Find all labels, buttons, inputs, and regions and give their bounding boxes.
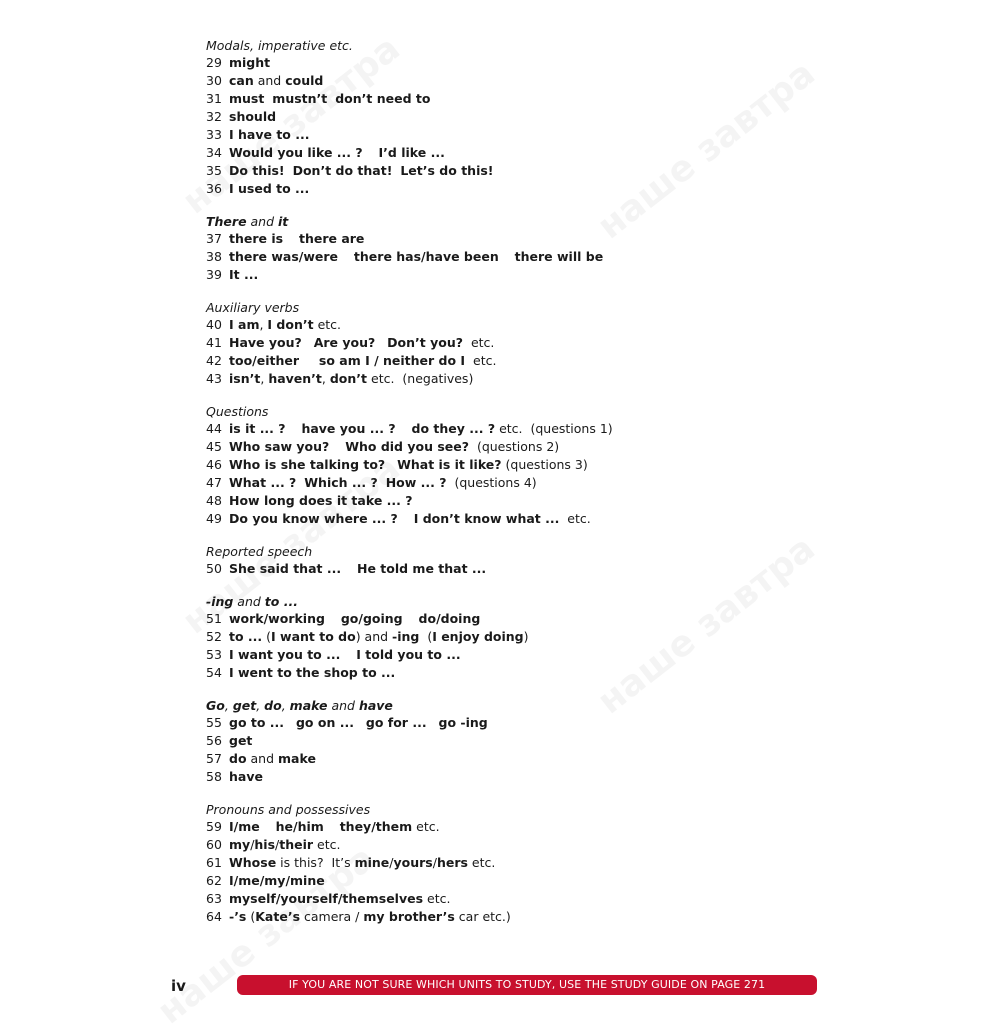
unit-text: , <box>321 371 330 386</box>
unit-keyword: I am <box>229 317 260 332</box>
section-title-part: get <box>232 698 257 713</box>
unit-keyword: there was/were <box>229 249 339 264</box>
unit-keyword: there has/have been <box>353 249 499 264</box>
unit-text: / <box>389 855 394 870</box>
unit-entry <box>206 646 826 664</box>
unit-number: 52 <box>206 629 222 644</box>
unit-text <box>427 715 439 730</box>
unit-text: etc. <box>313 317 342 332</box>
unit-keyword: Don’t you? <box>387 335 463 350</box>
unit-entry <box>206 334 826 352</box>
unit-keyword: can <box>229 73 254 88</box>
unit-entry <box>206 144 826 162</box>
unit-number: 29 <box>206 55 222 70</box>
unit-keyword: It ... <box>229 267 259 282</box>
unit-keyword: -ing <box>392 629 420 644</box>
unit-entry <box>206 768 826 786</box>
unit-entry <box>206 162 826 180</box>
unit-keyword: mustn’t <box>272 91 328 106</box>
unit-text <box>341 561 357 576</box>
unit-text <box>363 145 379 160</box>
unit-number: 62 <box>206 873 222 888</box>
unit-number: 36 <box>206 181 222 196</box>
unit-text: etc. (negatives) <box>367 371 474 386</box>
unit-keyword: have <box>229 769 263 784</box>
unit-keyword: Let’s do this! <box>400 163 494 178</box>
unit-text: ) and <box>355 629 393 644</box>
unit-number: 57 <box>206 751 222 766</box>
unit-entry <box>206 420 826 438</box>
unit-keyword: He told me that ... <box>356 561 487 576</box>
unit-text <box>375 335 387 350</box>
unit-number: 39 <box>206 267 222 282</box>
unit-entry <box>206 90 826 108</box>
unit-text: / <box>250 837 255 852</box>
unit-entry <box>206 750 826 768</box>
unit-text <box>396 421 412 436</box>
unit-text: (questions 3) <box>501 457 588 472</box>
unit-keyword: mine <box>354 855 390 870</box>
unit-entry <box>206 714 826 732</box>
unit-entry <box>206 510 826 528</box>
unit-entry <box>206 230 826 248</box>
unit-text <box>260 819 276 834</box>
section-title-part: There <box>206 214 247 229</box>
unit-text <box>299 353 319 368</box>
unit-keyword: Would you like ... ? <box>229 145 363 160</box>
page-number: iv <box>171 977 186 995</box>
unit-number: 40 <box>206 317 222 332</box>
contents-section <box>206 593 826 682</box>
unit-entry <box>206 854 826 872</box>
section-title-part: , <box>256 698 265 713</box>
unit-entry <box>206 438 826 456</box>
unit-keyword: their <box>279 837 314 852</box>
unit-entry <box>206 732 826 750</box>
unit-keyword: there will be <box>514 249 604 264</box>
unit-text: (questions 2) <box>469 439 560 454</box>
unit-keyword: yours <box>393 855 433 870</box>
unit-entry <box>206 872 826 890</box>
section-title: Pronouns and possessives <box>206 802 371 817</box>
unit-number: 63 <box>206 891 222 906</box>
unit-number: 61 <box>206 855 222 870</box>
unit-keyword: don’t need to <box>335 91 431 106</box>
unit-number: 59 <box>206 819 222 834</box>
unit-keyword: make <box>278 751 316 766</box>
section-title-part: , <box>224 698 233 713</box>
section-title: Auxiliary verbs <box>206 300 300 315</box>
section-title-part: -ing <box>206 594 234 609</box>
unit-entry <box>206 560 826 578</box>
section-title: Reported speech <box>206 544 313 559</box>
section-title <box>206 697 826 714</box>
unit-keyword: there are <box>298 231 365 246</box>
unit-number: 45 <box>206 439 222 454</box>
unit-text: etc. <box>412 819 440 834</box>
unit-keyword: Are you? <box>313 335 376 350</box>
unit-keyword: should <box>229 109 277 124</box>
unit-number: 53 <box>206 647 222 662</box>
unit-number: 60 <box>206 837 222 852</box>
unit-entry <box>206 456 826 474</box>
unit-keyword: his <box>254 837 276 852</box>
unit-number: 42 <box>206 353 222 368</box>
unit-keyword: my <box>229 837 251 852</box>
unit-text <box>398 511 414 526</box>
section-title-part: it <box>278 214 289 229</box>
unit-entry <box>206 180 826 198</box>
unit-keyword: go -ing <box>438 715 488 730</box>
unit-text <box>325 611 341 626</box>
unit-keyword: I enjoy doing <box>432 629 524 644</box>
unit-keyword: Do this! <box>229 163 285 178</box>
unit-entry <box>206 266 826 284</box>
page-footer <box>0 970 1000 1000</box>
section-title: Modals, imperative etc. <box>206 38 353 53</box>
unit-number: 32 <box>206 109 222 124</box>
unit-keyword: go for ... <box>365 715 427 730</box>
contents-section <box>206 403 826 528</box>
unit-text: etc. <box>465 353 497 368</box>
unit-text: ) <box>523 629 529 644</box>
unit-keyword: Don’t do that! <box>292 163 393 178</box>
unit-text: etc. <box>463 335 495 350</box>
section-title-part: and <box>327 698 359 713</box>
unit-number: 43 <box>206 371 222 386</box>
unit-text <box>324 819 340 834</box>
unit-keyword: She said that ... <box>229 561 342 576</box>
unit-text <box>284 715 296 730</box>
unit-entry <box>206 54 826 72</box>
unit-text: etc. <box>467 855 496 870</box>
unit-keyword: to ... <box>229 629 263 644</box>
unit-keyword: I want you to ... <box>229 647 341 662</box>
section-title: Questions <box>206 404 269 419</box>
unit-text: ( <box>419 629 433 644</box>
unit-entry <box>206 890 826 908</box>
section-title-part: make <box>289 698 328 713</box>
unit-text: camera / <box>300 909 364 924</box>
unit-entry <box>206 352 826 370</box>
unit-text: , <box>259 317 268 332</box>
unit-keyword: I told you to ... <box>356 647 461 662</box>
unit-number: 64 <box>206 909 222 924</box>
unit-text <box>403 611 419 626</box>
unit-number: 50 <box>206 561 222 576</box>
unit-keyword: too/either <box>229 353 299 368</box>
unit-keyword: he/him <box>275 819 324 834</box>
unit-entry <box>206 248 826 266</box>
unit-text <box>329 439 345 454</box>
unit-number: 54 <box>206 665 222 680</box>
unit-keyword: do they ... ? <box>411 421 496 436</box>
contents-section <box>206 37 826 198</box>
unit-number: 51 <box>206 611 222 626</box>
unit-keyword: go/going <box>340 611 403 626</box>
section-title-part: Go <box>206 698 225 713</box>
unit-text: etc. <box>423 891 451 906</box>
unit-keyword: What is it like? <box>397 457 502 472</box>
unit-number: 37 <box>206 231 222 246</box>
unit-keyword: Who is she talking to? <box>229 457 386 472</box>
unit-keyword: do/doing <box>418 611 481 626</box>
unit-text: ( <box>262 629 272 644</box>
unit-keyword: I have to ... <box>229 127 310 142</box>
unit-keyword: I/me/my/mine <box>229 873 325 888</box>
unit-text: is this? It’s <box>276 855 355 870</box>
unit-keyword: go on ... <box>295 715 354 730</box>
section-title-part: have <box>358 698 393 713</box>
unit-keyword: Have you? <box>229 335 302 350</box>
unit-keyword: Whose <box>229 855 277 870</box>
unit-text: , <box>260 371 269 386</box>
unit-text: etc. (questions 1) <box>495 421 613 436</box>
unit-text: and <box>246 751 279 766</box>
unit-entry <box>206 108 826 126</box>
unit-entry <box>206 628 826 646</box>
unit-keyword: I’d like ... <box>378 145 445 160</box>
unit-keyword: Which ... ? <box>304 475 378 490</box>
contents-section <box>206 213 826 284</box>
unit-number: 47 <box>206 475 222 490</box>
unit-text <box>378 475 386 490</box>
unit-entry <box>206 474 826 492</box>
unit-entry <box>206 72 826 90</box>
contents-section <box>206 543 826 578</box>
contents-section <box>206 697 826 786</box>
unit-keyword: must <box>229 91 265 106</box>
unit-keyword: there is <box>229 231 284 246</box>
unit-keyword: don’t <box>329 371 368 386</box>
unit-text: and <box>253 73 286 88</box>
unit-keyword: go to ... <box>229 715 285 730</box>
unit-entry <box>206 126 826 144</box>
unit-number: 34 <box>206 145 222 160</box>
unit-keyword: could <box>285 73 324 88</box>
unit-keyword: hers <box>436 855 468 870</box>
unit-keyword: isn’t <box>229 371 261 386</box>
unit-keyword: might <box>229 55 271 70</box>
section-title <box>206 213 826 230</box>
unit-keyword: I don’t <box>267 317 314 332</box>
contents-section <box>206 299 826 388</box>
section-title-part: and <box>246 214 279 229</box>
unit-text: / <box>275 837 280 852</box>
unit-number: 58 <box>206 769 222 784</box>
unit-entry <box>206 316 826 334</box>
unit-keyword: so am I / neither do I <box>318 353 466 368</box>
unit-entry <box>206 818 826 836</box>
unit-number: 31 <box>206 91 222 106</box>
unit-number: 56 <box>206 733 222 748</box>
unit-text <box>385 457 397 472</box>
unit-keyword: I/me <box>229 819 260 834</box>
unit-number: 49 <box>206 511 222 526</box>
unit-number: 48 <box>206 493 222 508</box>
unit-number: 35 <box>206 163 222 178</box>
unit-text: etc. <box>313 837 341 852</box>
unit-keyword: -’s <box>229 909 247 924</box>
unit-keyword: Who did you see? <box>345 439 469 454</box>
unit-entry <box>206 836 826 854</box>
unit-number: 55 <box>206 715 222 730</box>
unit-text <box>499 249 515 264</box>
contents-list <box>206 37 826 941</box>
section-title-part: and <box>233 594 265 609</box>
unit-text: etc. <box>559 511 591 526</box>
unit-number: 38 <box>206 249 222 264</box>
unit-keyword: haven’t <box>268 371 322 386</box>
section-title-part: to ... <box>264 594 298 609</box>
unit-text: car etc.) <box>454 909 511 924</box>
unit-keyword: myself/yourself/themselves <box>229 891 424 906</box>
unit-text <box>286 421 302 436</box>
unit-keyword: I went to the shop to ... <box>229 665 396 680</box>
unit-text <box>338 249 354 264</box>
unit-number: 46 <box>206 457 222 472</box>
section-title-part: do <box>264 698 282 713</box>
unit-text <box>340 647 356 662</box>
unit-entry <box>206 492 826 510</box>
unit-keyword: I want to do <box>271 629 356 644</box>
unit-keyword: work/working <box>229 611 325 626</box>
unit-entry <box>206 370 826 388</box>
unit-text <box>354 715 366 730</box>
unit-text: (questions 4) <box>446 475 537 490</box>
unit-keyword: How long does it take ... ? <box>229 493 413 508</box>
unit-entry <box>206 664 826 682</box>
unit-keyword: get <box>229 733 253 748</box>
unit-keyword: What ... ? <box>229 475 297 490</box>
unit-entry <box>206 610 826 628</box>
unit-number: 33 <box>206 127 222 142</box>
unit-keyword: Kate’s <box>255 909 301 924</box>
unit-text <box>283 231 299 246</box>
unit-keyword: do <box>229 751 247 766</box>
unit-keyword: they/them <box>339 819 413 834</box>
unit-keyword: I don’t know what ... <box>413 511 560 526</box>
unit-text: ( <box>246 909 256 924</box>
unit-keyword: Who saw you? <box>229 439 330 454</box>
unit-keyword: Do you know where ... ? <box>229 511 398 526</box>
unit-text <box>302 335 314 350</box>
unit-text: / <box>432 855 437 870</box>
unit-keyword: How ... ? <box>385 475 447 490</box>
unit-keyword: is it ... ? <box>229 421 286 436</box>
study-guide-banner: IF YOU ARE NOT SURE WHICH UNITS TO STUDY, USE THE STUDY GUIDE ON PAGE 271 <box>237 975 817 995</box>
unit-keyword: I used to ... <box>229 181 310 196</box>
unit-number: 41 <box>206 335 222 350</box>
section-title-part: , <box>281 698 290 713</box>
section-title <box>206 593 826 610</box>
unit-text <box>285 163 293 178</box>
unit-keyword: have you ... ? <box>301 421 396 436</box>
unit-keyword: my brother’s <box>363 909 455 924</box>
unit-entry <box>206 908 826 926</box>
unit-number: 30 <box>206 73 222 88</box>
contents-section <box>206 801 826 926</box>
unit-number: 44 <box>206 421 222 436</box>
